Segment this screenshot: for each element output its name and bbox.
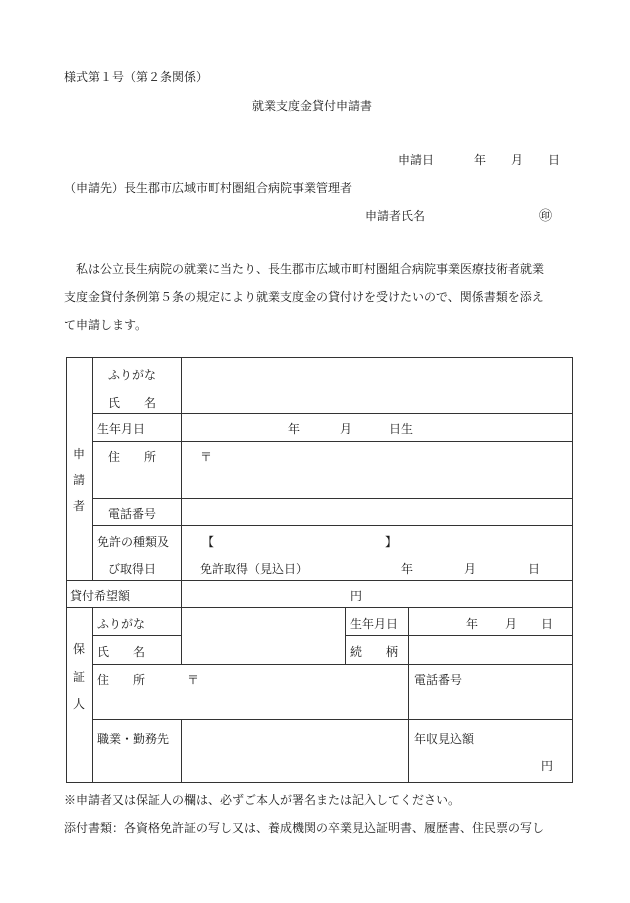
g-address-postal-mark: 〒	[187, 673, 200, 687]
g-birth-month: 月	[505, 617, 518, 631]
license-label-1: 免許の種類及	[97, 535, 170, 549]
row-line-address	[92, 498, 573, 499]
license-month: 月	[464, 562, 477, 576]
name-label: 氏 名	[108, 396, 157, 410]
loan-label: 貸付希望額	[70, 589, 131, 603]
g-furigana-label: ふりがな	[97, 617, 146, 631]
g-address-label: 住 所	[97, 673, 146, 687]
applicant-group-divider	[92, 357, 93, 580]
g-birth-label: 生年月日	[350, 617, 399, 631]
applicant-group-char-3: 者	[72, 499, 85, 513]
birth-label: 生年月日	[97, 422, 146, 436]
applicant-group-char-1: 申	[72, 447, 85, 461]
g-income-yen: 円	[541, 759, 554, 773]
form-title: 就業支度金貸付申請書	[252, 99, 373, 113]
g-relation-label: 続 柄	[350, 645, 399, 659]
g-birth-year: 年	[466, 617, 479, 631]
license-year: 年	[401, 562, 414, 576]
phone-label: 電話番号	[108, 507, 157, 521]
note: ※申請者又は保証人の欄は、必ずご本人が署名または記入してください。	[64, 793, 461, 807]
license-acquire-label: 免許取得（見込日）	[200, 562, 309, 576]
guarantor-group-char-1: 保	[72, 642, 85, 656]
guarantor-group-char-3: 人	[72, 697, 85, 711]
form-number: 様式第１号（第２条関係）	[64, 70, 209, 84]
g-row-line-name	[92, 664, 573, 665]
g-job-divider	[181, 719, 182, 783]
table-border-bottom	[66, 782, 573, 783]
table-border-left	[66, 357, 67, 783]
g-name-label: 氏 名	[97, 645, 146, 659]
g-birth-day: 日	[541, 617, 554, 631]
application-date-label: 申請日	[398, 153, 435, 167]
address-label: 住 所	[108, 450, 157, 464]
applicant-name-label: 申請者氏名	[365, 209, 426, 223]
license-bracket-open: 【	[202, 535, 215, 549]
g-income-label: 年収見込額	[414, 732, 475, 746]
address-postal-mark: 〒	[200, 450, 213, 464]
row-line-name	[92, 413, 573, 414]
g-row-line-furigana	[92, 635, 181, 636]
row-line-birth	[92, 441, 573, 442]
birth-year: 年	[288, 422, 301, 436]
g-job-label: 職業・勤務先	[97, 732, 170, 746]
guarantor-group-divider	[92, 607, 93, 783]
g-phone-label: 電話番号	[414, 673, 463, 687]
application-date-year: 年	[474, 153, 487, 167]
application-date-day: 日	[548, 153, 561, 167]
row-line-loan	[66, 607, 573, 608]
row-line-license	[66, 580, 573, 581]
body-line-1: 私は公立長生病院の就業に当たり、長生郡市広域市町村圏組合病院事業医療技術者就業	[64, 262, 545, 276]
body-line-2: 支度金貸付条例第５条の規定により就業支度金の貸付けを受けたいので、関係書類を添え	[64, 290, 544, 304]
g-label-divider	[181, 607, 182, 664]
license-bracket-close: 】	[385, 535, 398, 549]
application-date-month: 月	[511, 153, 524, 167]
birth-day: 日生	[389, 422, 414, 436]
furigana-label: ふりがな	[108, 368, 157, 382]
addressee: （申請先）長生郡市広域市町村圏組合病院事業管理者	[64, 181, 353, 195]
attachments: 添付書類：各資格免許証の写し又は、養成機関の卒業見込証明書、履歴書、住民票の写し	[64, 821, 545, 835]
row-line-phone	[92, 525, 573, 526]
guarantor-group-char-2: 証	[72, 670, 85, 684]
g-row-line-birth	[345, 635, 573, 636]
seal-mark: ㊞	[539, 209, 553, 224]
license-label-2: び取得日	[108, 562, 157, 576]
name-input[interactable]	[182, 360, 572, 413]
g-right-divider	[408, 607, 409, 783]
loan-yen: 円	[350, 589, 363, 603]
license-day: 日	[528, 562, 541, 576]
table-border-top	[66, 357, 573, 358]
applicant-group-char-2: 請	[72, 473, 85, 487]
birth-month: 月	[340, 422, 353, 436]
body-line-3: て申請します。	[64, 318, 148, 332]
g-row-line-address	[92, 719, 573, 720]
